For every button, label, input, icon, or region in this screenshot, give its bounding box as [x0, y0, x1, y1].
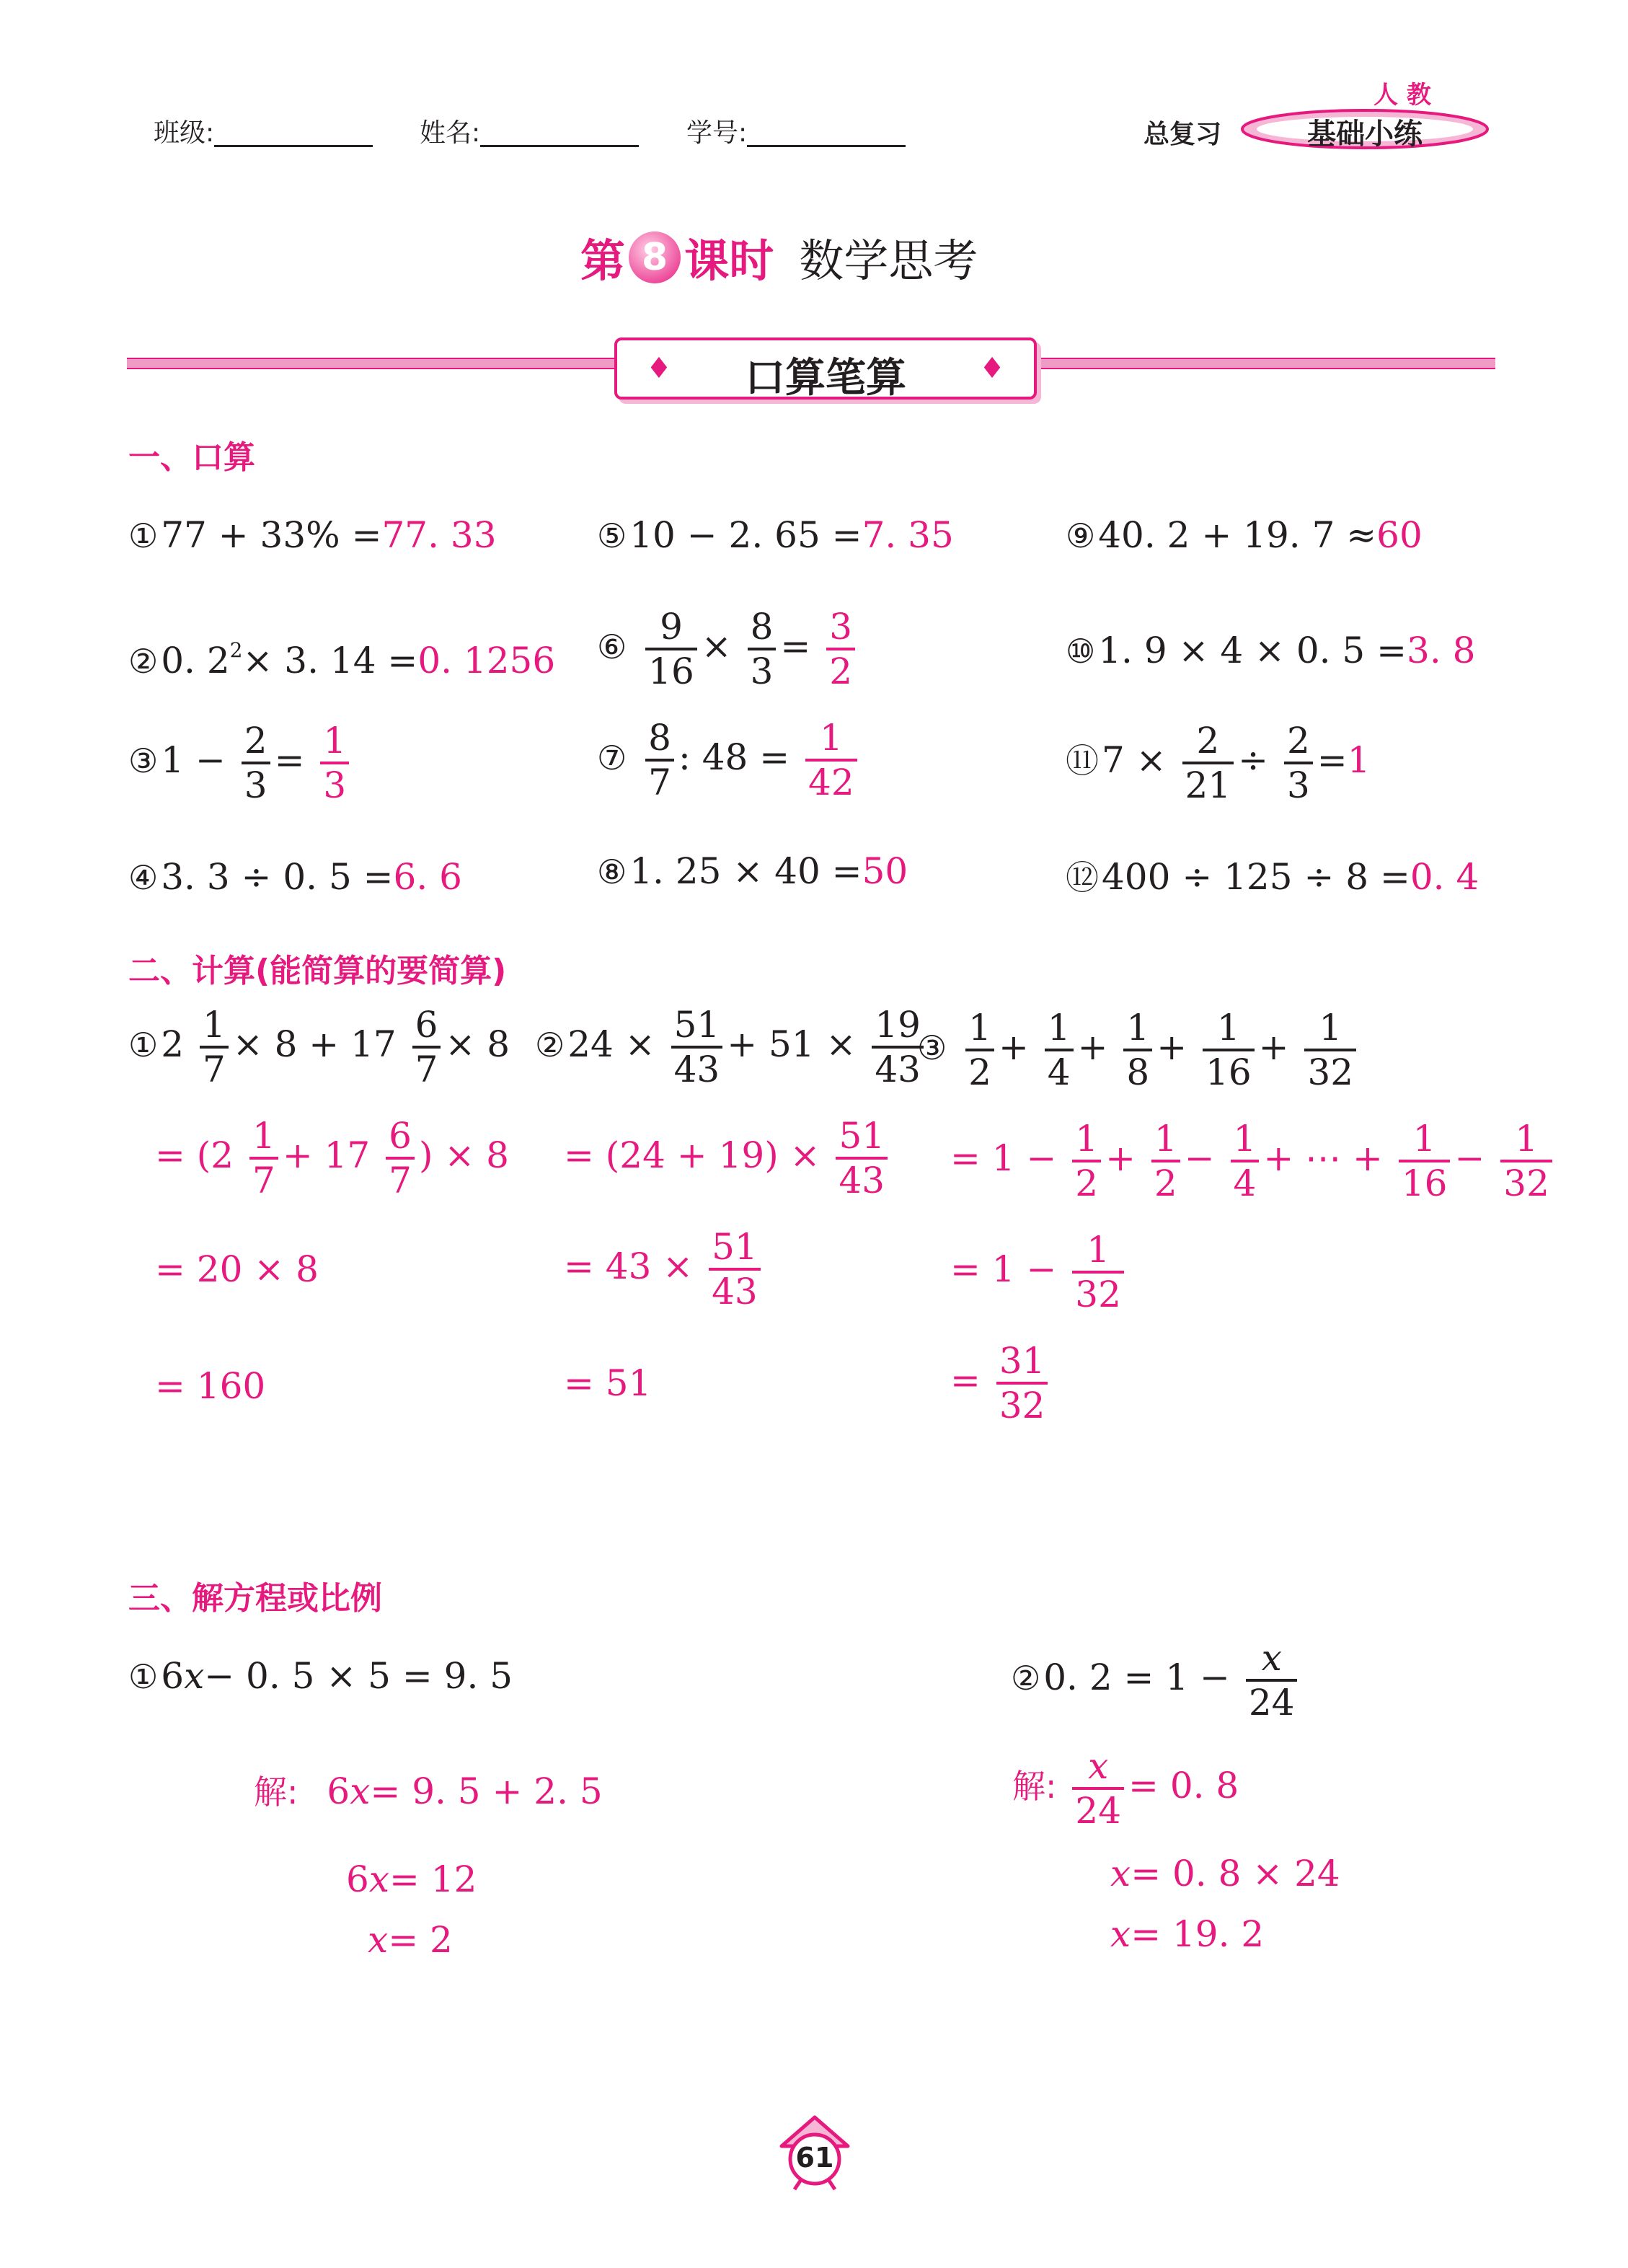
oral-item-1: ①77 + 33% =77. 33 — [128, 514, 497, 556]
lesson-number-badge: 8 — [629, 231, 681, 283]
banner-title: 口算笔算 — [745, 355, 906, 402]
page-number-badge — [771, 2106, 858, 2192]
equation-1-step-3: x= 2 — [368, 1919, 453, 1961]
diamond-left-icon: ♦ — [646, 352, 672, 385]
calc-problem-2: ②24 × $\frac{51}{43}$ + 51 × $\frac{19}{43}$ — [535, 1004, 928, 1090]
name-field: 姓名: — [420, 112, 639, 149]
oral-item-11: ⑪7 × $\frac{2}{21}$ ÷ $\frac{2}{3}$ =1 — [1066, 720, 1371, 806]
oral-item-4: ④3. 3 ÷ 0. 5 =6. 6 — [128, 856, 462, 898]
calc-2-step-3: = 51 — [564, 1362, 652, 1404]
oral-item-7: ⑦ $\frac{8}{7}$ : 48 = $\frac{1}{42}$ — [597, 717, 862, 803]
oral-item-2: ②0. $2^2\times 3$. 14 =0. 1256 — [128, 638, 556, 681]
section-heading-equations: 三、解方程或比例 — [128, 1580, 382, 1617]
class-blank[interactable] — [214, 116, 373, 147]
calc-2-step-1: = (24 + 19) × $\frac{51}{43}$ — [564, 1115, 892, 1201]
oral-item-6: ⑥ $\frac{9}{16}$ × $\frac{8}{3}$ = $\frac{3}{2}$ — [597, 606, 859, 692]
section-banner — [614, 337, 1037, 400]
equation-2-step-2: x= 0. 8 × 24 — [1110, 1853, 1340, 1894]
calc-1-step-2: = 20 × 8 — [155, 1248, 319, 1290]
section-heading-calc: 二、计算(能简算的要简算) — [128, 953, 507, 989]
student-id-field: 学号: — [686, 112, 906, 149]
lesson-title: 第 8 课时 数学思考 — [580, 225, 978, 290]
oral-item-3: ③1 − $\frac{2}{3}$ = $\frac{1}{3}$ — [128, 720, 353, 806]
oral-item-12: ⑫400 ÷ 125 ÷ 8 =0. 4 — [1066, 856, 1479, 898]
calc-2-step-2: = 43 × $\frac{51}{43}$ — [564, 1226, 765, 1312]
equation-2-step-3: x= 19. 2 — [1110, 1913, 1265, 1955]
calc-1-step-3: = 160 — [155, 1365, 266, 1407]
publisher-label: 人 教 — [1373, 81, 1431, 110]
oral-item-10: ⑩1. 9 × 4 × 0. 5 =3. 8 — [1066, 630, 1476, 671]
id-blank[interactable] — [747, 116, 906, 147]
review-label: 总复习 — [1143, 120, 1222, 149]
calc-problem-1: ①2 $\frac{1}{7}$ × 8 + 17 $\frac{6}{7}$ × 8 — [128, 1004, 510, 1090]
section-heading-oral: 一、口算 — [128, 439, 255, 476]
equation-1-step-2: 6x= 12 — [346, 1858, 477, 1900]
class-field: 班级: — [154, 112, 373, 149]
calc-3-step-1: = 1 − $\frac{1}{2}$ + $\frac{1}{2}$ − $\frac{1}{4}$ + ⋯ + $\frac{1}{16}$ − $\frac{1}{32}$ — [950, 1118, 1557, 1204]
oral-item-9: ⑨40. 2 + 19. 7 ≈60 — [1066, 514, 1423, 556]
equation-2-step-1: 解: $\frac{x}{24}$ = 0. 8 — [1012, 1745, 1239, 1832]
equation-1-step-1: 解: 6x= 9. 5 + 2. 5 — [254, 1770, 603, 1812]
series-name: 基础小练 — [1307, 118, 1423, 151]
diamond-right-icon: ♦ — [979, 352, 1005, 385]
calc-problem-3: ③ $\frac{1}{2}$ + $\frac{1}{4}$ + $\frac{1}{8}$ + $\frac{1}{16}$ + $\frac{1}{32}$ — [917, 1007, 1361, 1093]
calc-3-step-3: = $\frac{31}{32}$ — [950, 1340, 1052, 1426]
equation-2: ②0. 2 = 1 − $\frac{x}{24}$ — [1011, 1637, 1301, 1724]
equation-1: ①6x− 0. 5 × 5 = 9. 5 — [128, 1655, 513, 1697]
oral-item-5: ⑤10 − 2. 65 =7. 35 — [597, 514, 954, 556]
series-badge — [1239, 105, 1491, 153]
calc-3-step-2: = 1 − $\frac{1}{32}$ — [950, 1229, 1128, 1315]
calc-1-step-1: = (2 $\frac{1}{7}$ + 17 $\frac{6}{7}$ ) × 8 — [155, 1115, 509, 1201]
name-blank[interactable] — [480, 116, 639, 147]
oral-item-8: ⑧1. 25 × 40 =50 — [597, 850, 908, 892]
page-number: 61 — [795, 2142, 834, 2174]
